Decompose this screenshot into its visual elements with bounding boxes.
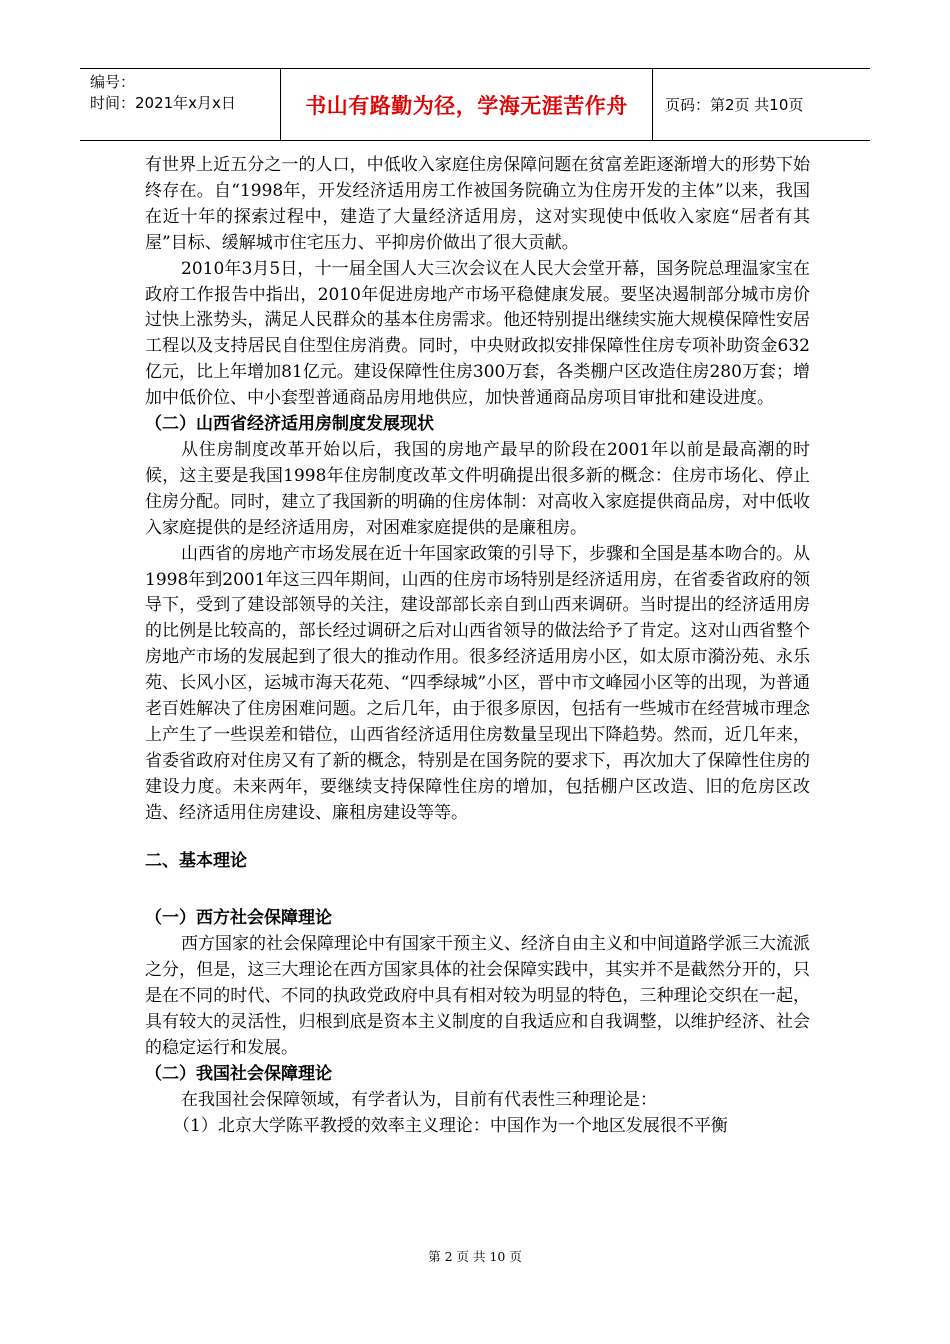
page-header (80, 68, 870, 141)
page-footer: 第 2 页 共 10 页 (428, 1249, 522, 1264)
paragraph: 西方国家的社会保障理论中有国家干预主义、经济自由主义和中间道路学派三大流派之分，但是，这三大理论在西方国家具体的社会保障实践中，其实并不是截然分开的，只是在不同的时代、不同的执政党政府中具有相对较为明显的特色，三种理论交织在一起，具有较大的灵活性，归根到底是资本主义制度的自我适应和自我调整，以维护经济、社会的稳定运行和发展。 (145, 934, 810, 1058)
document-number-label: 编号： (90, 73, 136, 91)
paragraph: 在我国社会保障领域，有学者认为，目前有代表性三种理论是： (181, 1089, 657, 1110)
header-meta (80, 69, 280, 140)
document-body (145, 153, 810, 1140)
paragraph: 2010年3月5日，十一届全国人大三次会议在人民大会堂开幕，国务院总理温家宝在政府工作报告中指出，2010年促进房地产市场平稳健康发展。要坚决遏制部分城市房价过快上涨势头，满足人民群众的基本住房需求。他还特别提出继续实施大规模保障性安居工程以及支持居民自住型住房消费。同时，中央财政拟安排保障性住房专项补助资金632亿元，比上年增加81亿元。建设保障性住房300万套，各类棚户区改造住房280万套；增加中低价位、中小套型普通商品房用地供应，加快普通商品房项目审批和建设进度。 (145, 258, 810, 409)
paragraph: 山西省的房地产市场发展在近十年国家政策的引导下，步骤和全国是基本吻合的。从1998年到2001年这三四年期间，山西的住房市场特别是经济适用房，在省委省政府的领导下，受到了建设部领导的关注，建设部部长亲自到山西来调研。当时提出的经济适用房的比例是比较高的，部长经过调研之后对山西省领导的做法给予了肯定。这对山西省整个房地产市场的发展起到了很大的推动作用。很多经济适用房小区，如太原市漪汾苑、永乐苑、长风小区，运城市海天花苑、“四季绿城”小区，晋中市文峰园小区等的出现，为普通老百姓解决了住房困难问题。之后几年，由于很多原因，包括有一些城市在经营城市理念上产生了一些误差和错位，山西省经济适用住房数量呈现出下降趋势。然而，近几年来，省委省政府对住房又有了新的概念，特别是在国务院的要求下，再次加大了保障性住房的建设力度。未来两年，要继续支持保障性住房的增加，包括棚户区改造、旧的危房区改造、经济适用住房建设、廉租房建设等等。 (145, 543, 810, 823)
paragraph: 从住房制度改革开始以后，我国的房地产最早的阶段在2001年以前是最高潮的时候，这主要是我国1998年住房制度改革文件明确提出很多新的概念：住房市场化、停止住房分配。同时，建立了我国新的明确的住房体制：对高收入家庭提供商品房，对中低收入家庭提供的是经济适用房，对困难家庭提供的是廉租房。 (145, 439, 810, 538)
header-page-info: 页码：第2页 共10页 (665, 96, 804, 114)
paragraph: （1）北京大学陈平教授的效率主义理论：中国作为一个地区发展很不平衡 (173, 1115, 728, 1136)
section-heading: （一）西方社会保障理论 (145, 908, 332, 929)
section-heading: （二）我国社会保障理论 (145, 1063, 332, 1084)
chapter-heading: 二、基本理论 (145, 850, 247, 871)
header-motto: 书山有路勤为径，学海无涯苦作舟 (280, 69, 653, 140)
paragraph: 有世界上近五分之一的人口，中低收入家庭住房保障问题在贫富差距逐渐增大的形势下始终存在。自“1998年，开发经济适用房工作被国务院确立为住房开发的主体”以来，我国在近十年的探索过程中，建造了大量经济适用房，这对实现使中低收入家庭“居者有其屋”目标、缓解城市住宅压力、平抑房价做出了很大贡献。 (145, 155, 810, 253)
section-heading: （二）山西省经济适用房制度发展现状 (145, 414, 434, 435)
document-time-label: 时间：2021年x月x日 (90, 94, 236, 112)
